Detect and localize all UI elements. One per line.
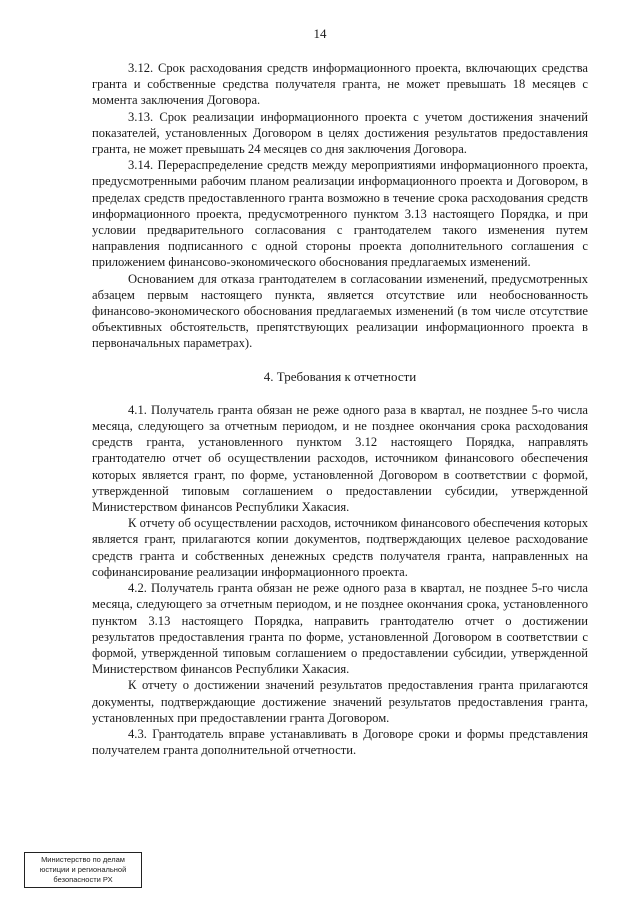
- paragraph-4-2-attachments: К отчету о достижении значений результатов предоставления гранта прилагаются документы, подтверждающие достижение значений результатов предоставления гранта, установленных при предоставлении гранта Договором.: [92, 678, 588, 725]
- paragraph-3-12: 3.12. Срок расходования средств информационного проекта, включающих средства гранта и собственные средства получателя гранта, не может превышать 18 месяцев с момента заключения Договора.: [92, 61, 588, 108]
- paragraph-4-2: 4.2. Получатель гранта обязан не реже одного раза в квартал, не позднее 5-го числа месяца, следующего за отчетным периодом, и не позднее окончания срока, установленного пунктом 3.13 настоящего Порядка, направить грантодателю отчет о достижении результатов предоставления гранта по форме, установленной Договором в соответствии с формой, утвержденной типовым соглашением о предоставлении субсидии, утвержденной Министерством финансов Республики Хакасия.: [92, 581, 588, 677]
- paragraph-3-14: 3.14. Перераспределение средств между мероприятиями информационного проекта, предусмотренными рабочим планом реализации информационного проекта и Договором, в пределах средств предоставленного гранта возможно в течение срока расходования средств информационного проекта, предусмотренного пунктом 3.13 настоящего Порядка, и при условии предварительного согласования с грантодателем такого изменения путем направления подписанного с одной стороны проекта дополнительного соглашения с приложением финансово-экономического обоснования предлагаемых изменений.: [92, 158, 588, 270]
- paragraph-4-3: 4.3. Грантодатель вправе устанавливать в Договоре сроки и формы представления получателем гранта дополнительной отчетности.: [92, 726, 588, 758]
- paragraph-3-14-refusal: Основанием для отказа грантодателем в согласовании изменений, предусмотренных абзацем первым настоящего пункта, является отсутствие или необоснованность финансово-экономического обоснования предлагаемых изменений (в том числе отсутствие объективных обстоятельств, препятствующих реализации информационного проекта в первоначальных параметрах).: [92, 271, 588, 351]
- stamp-line: юстиции и региональной: [39, 865, 127, 874]
- paragraph-4-1: 4.1. Получатель гранта обязан не реже одного раза в квартал, не позднее 5-го числа месяца, следующего за отчетным периодом, и не позднее окончания срока расходования средств гранта, установленного пунктом 3.12 настоящего Порядка, направлять грантодателю отчет об осуществлении расходов, источником финансового обеспечения которых является грант, по форме, установленной Договором в соответствии с формой, утвержденной типовым соглашением о предоставлении субсидии, утвержденной Министерством финансов Республики Хакасия.: [92, 402, 588, 515]
- stamp-line: Министерство по делам: [41, 855, 125, 864]
- ministry-stamp: [24, 852, 142, 888]
- document-body: [92, 60, 588, 758]
- page-number: 14: [313, 26, 327, 41]
- paragraph-4-1-attachments: К отчету об осуществлении расходов, источником финансового обеспечения которых является грант, прилагаются копии документов, подтверждающих целевое расходование средств гранта и собственных денежных средств получателя гранта, направленных на софинансирование реализации информационного проекта.: [92, 516, 588, 579]
- stamp-line: безопасности РХ: [53, 875, 113, 884]
- section-heading-reporting: 4. Требования к отчетности: [263, 368, 417, 384]
- paragraph-3-13: 3.13. Срок реализации информационного проекта с учетом достижения значений показателей, установленных Договором в целях достижения результатов предоставления гранта, не может превышать 24 месяцев со дня заключения Договора.: [92, 109, 588, 157]
